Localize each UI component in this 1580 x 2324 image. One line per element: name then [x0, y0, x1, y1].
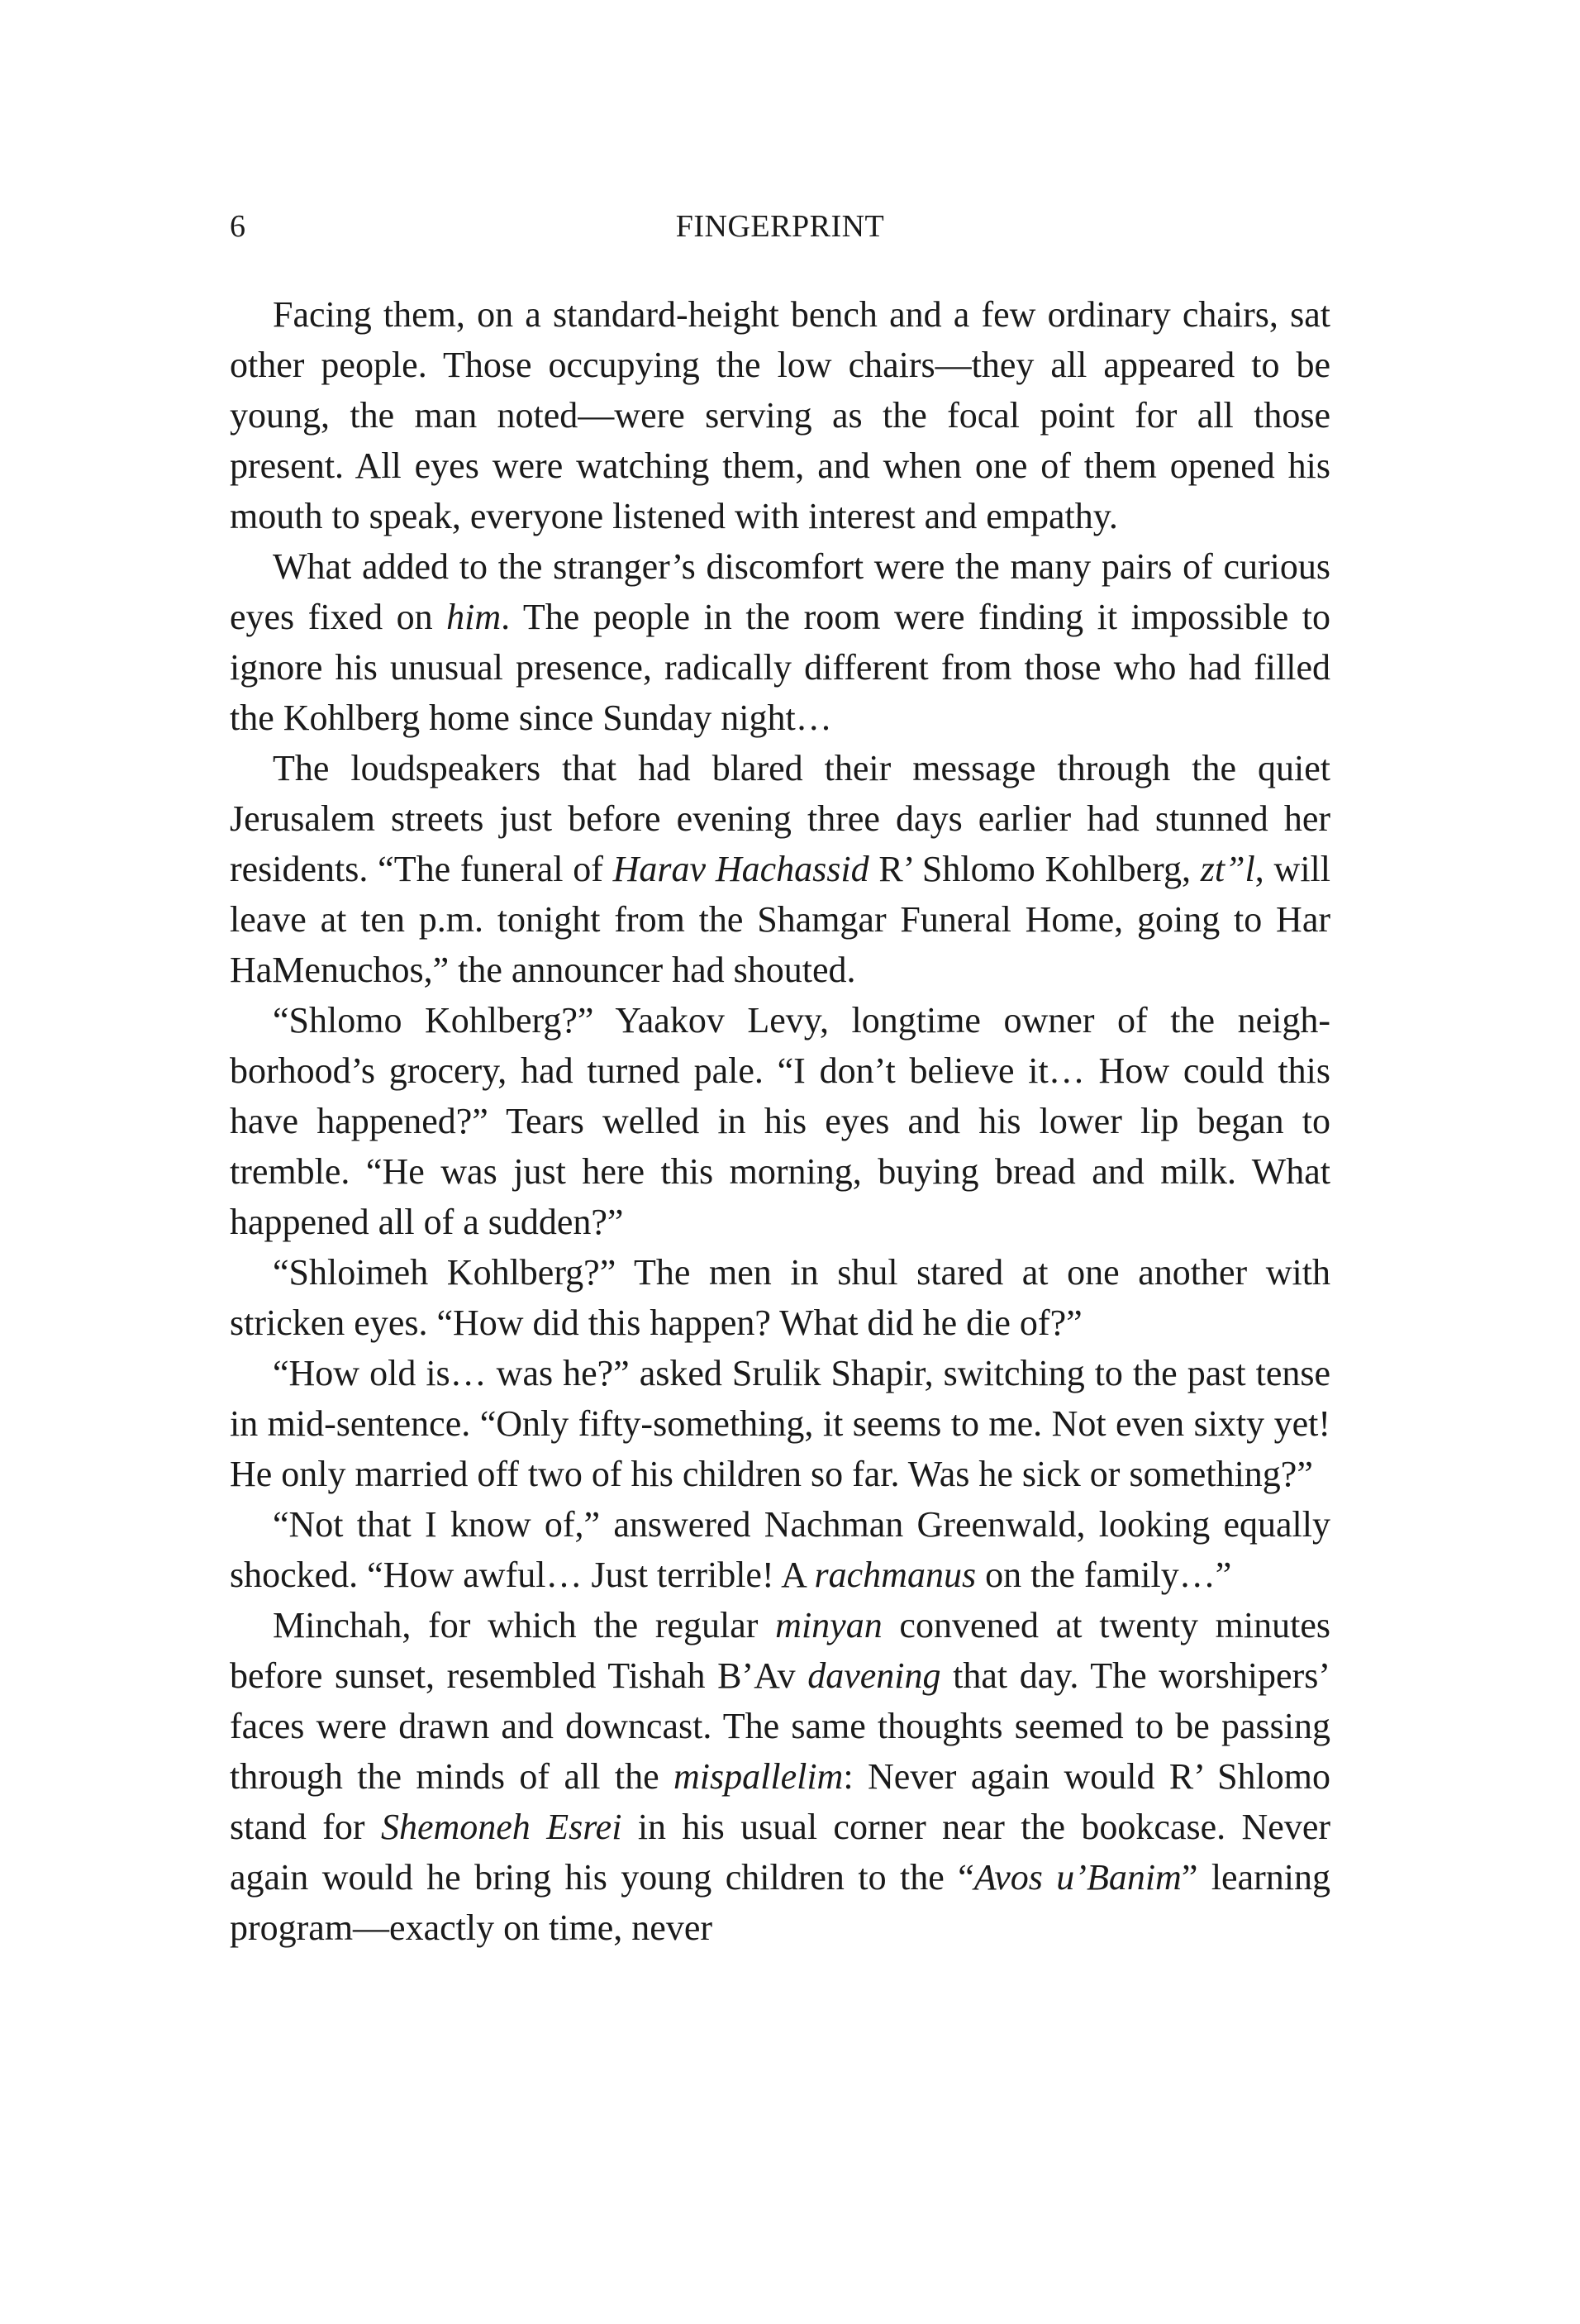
italic-term: Avos u’Banim [973, 1857, 1182, 1898]
running-title: FINGERPRINT [675, 209, 885, 244]
paragraph: “Not that I know of,” answered Nachman Greenwald, looking equally shocked. “How awful… Just terrible! A rachmanus on the family…” [230, 1504, 1330, 1595]
italic-term: mispallelim [673, 1756, 844, 1797]
paragraph: “Shlomo Kohlberg?” Yaakov Levy, longtime owner of the neighborhood’s grocery, had turned pale. “I don’t believe it… How could this have happened?” Tears welled in his eyes and his lower lip began to tremble. “He was just here this morning, buying bread and milk. What happened all of a sudden?” [230, 1000, 1330, 1242]
paragraph: “Shloimeh Kohlberg?” The men in shul stared at one another with stricken eyes. “How did this happen? What did he die of?” [230, 1252, 1330, 1343]
italic-term: Shemoneh Esrei [380, 1807, 622, 1847]
italic-term: him [446, 597, 502, 637]
paragraph: Minchah, for which the regular minyan convened at twenty minutes before sunset, resembled Tishah B’Av davening that day. The worshipers’ faces were drawn and downcast. The same thoughts seemed to be passing through the minds of all the mispallelim: Never again would R’ Shlomo stand for Shemoneh Esrei in his usual corner near the bookcase. Never again would he bring his young children to the “Avos u’Banim” learning program—exactly on time, never [230, 1605, 1331, 1948]
italic-term: minyan [775, 1605, 883, 1645]
paragraph: Facing them, on a standard-height bench and a few ordinary chairs, sat other people. Those occupying the low chairs—they all appeared to be young, the man noted—were serving as the focal point for all those present. All eyes were watching them, and when one of them opened his mouth to speak, everyone listened with interest and empathy. [230, 294, 1330, 536]
paragraph: The loudspeakers that had blared their message through the quiet Jerusalem streets just before evening three days earlier had stunned her residents. “The funeral of Harav Hachassid R’ Shlomo Kohlberg, zt”l, will leave at ten p.m. tonight from the Shamgar Funeral Home, going to Har HaMenuchos,” the announcer had shouted. [230, 748, 1330, 990]
paragraph: “How old is… was he?” asked Srulik Shapir, switching to the past tense in mid-sentence. “Only fifty-something, it seems to me. Not even sixty yet! He only married off two of his children so far. Was he sick or something?” [230, 1353, 1330, 1494]
italic-term: rachmanus [814, 1555, 977, 1595]
paragraph: What added to the stranger’s discomfort were the many pairs of curious eyes fixed on him. The people in the room were finding it impossible to ignore his unusual presence, radically different from those who had filled the Kohlberg home since Sunday night… [230, 546, 1330, 738]
italic-term: Harav Hachassid [612, 849, 869, 889]
italic-term: zt”l [1200, 849, 1255, 889]
italic-term: davening [807, 1655, 941, 1696]
body-text [230, 289, 1330, 1953]
page-number: 6 [230, 209, 245, 244]
running-header [230, 205, 1330, 248]
